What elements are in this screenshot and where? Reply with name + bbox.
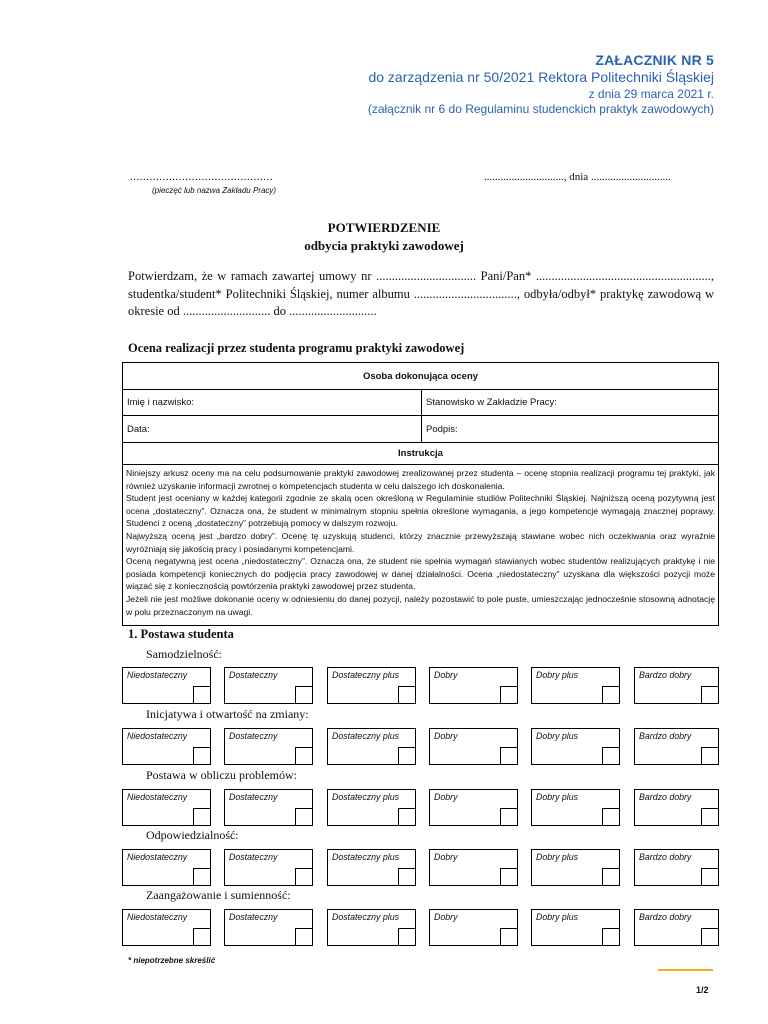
grade-checkbox[interactable] <box>295 928 312 945</box>
grade-option <box>122 789 211 826</box>
grade-checkbox[interactable] <box>500 808 517 825</box>
grade-option <box>224 849 313 886</box>
grade-label: Dostateczny plus <box>332 731 399 741</box>
grade-checkbox[interactable] <box>295 868 312 885</box>
place-date-field[interactable]: ............................., dnia ............................. <box>484 171 671 183</box>
grade-label: Dostateczny <box>229 792 278 802</box>
grade-label: Dostateczny plus <box>332 852 399 862</box>
grade-label: Dostateczny plus <box>332 670 399 680</box>
grade-option <box>634 849 719 886</box>
assessor-row-1 <box>123 390 718 416</box>
grade-label: Dobry <box>434 912 458 922</box>
rating-grid <box>122 728 719 765</box>
grade-option <box>122 909 211 946</box>
grade-checkbox[interactable] <box>701 747 718 764</box>
grade-checkbox[interactable] <box>602 747 619 764</box>
grade-checkbox[interactable] <box>295 747 312 764</box>
grade-option <box>327 849 416 886</box>
grade-checkbox[interactable] <box>500 928 517 945</box>
assessor-heading: Osoba dokonująca oceny <box>123 363 718 390</box>
assessment-heading: Ocena realizacji przez studenta programu praktyki zawodowej <box>128 341 465 355</box>
criterion-label: Odpowiedzialność: <box>146 828 239 842</box>
assessor-form <box>122 362 719 626</box>
footnote: * niepotrzebne skreślić <box>128 956 216 965</box>
grade-label: Dostateczny <box>229 731 278 741</box>
grade-label: Niedostateczny <box>127 852 188 862</box>
grade-label: Bardzo dobry <box>639 731 692 741</box>
grade-checkbox[interactable] <box>701 868 718 885</box>
grade-option <box>122 728 211 765</box>
grade-label: Niedostateczny <box>127 912 188 922</box>
company-stamp-field[interactable]: ............................................ <box>130 171 273 183</box>
grade-label: Dostateczny plus <box>332 792 399 802</box>
grade-option <box>429 849 518 886</box>
grade-option <box>634 789 719 826</box>
grade-label: Dobry <box>434 792 458 802</box>
grade-option <box>327 909 416 946</box>
grade-checkbox[interactable] <box>701 928 718 945</box>
grade-checkbox[interactable] <box>500 868 517 885</box>
grade-label: Niedostateczny <box>127 670 188 680</box>
grade-option <box>531 849 620 886</box>
stamp-caption: (pieczęć lub nazwa Zakładu Pracy) <box>152 186 277 195</box>
grade-option <box>429 667 518 704</box>
grade-checkbox[interactable] <box>398 686 415 703</box>
section-student-attitude: 1. Postawa studenta <box>128 627 234 641</box>
grade-checkbox[interactable] <box>295 808 312 825</box>
grade-checkbox[interactable] <box>500 747 517 764</box>
grade-option <box>531 909 620 946</box>
grade-option <box>327 789 416 826</box>
grade-option <box>327 728 416 765</box>
confirmation-paragraph: Potwierdzam, że w ramach zawartej umowy nr ................................ Pani/Pan* ........................................................, studentka/student* Politechniki Śląskiej, numer albumu ................................., odbyła/odbył* praktykę zawodową w okresie od ............................ do ............................ <box>128 269 714 318</box>
grade-checkbox[interactable] <box>193 928 210 945</box>
attachment-number: ZAŁACZNIK NR 5 <box>595 52 714 68</box>
grade-checkbox[interactable] <box>602 808 619 825</box>
date-field[interactable]: Data: <box>123 416 422 442</box>
grade-checkbox[interactable] <box>500 686 517 703</box>
grade-option <box>224 667 313 704</box>
position-field[interactable]: Stanowisko w Zakładzie Pracy: <box>426 397 557 408</box>
grade-label: Dobry plus <box>536 852 579 862</box>
grade-checkbox[interactable] <box>193 868 210 885</box>
ordinance-date: z dnia 29 marca 2021 r. <box>588 87 714 101</box>
grade-checkbox[interactable] <box>701 808 718 825</box>
grade-label: Dostateczny <box>229 912 278 922</box>
criterion-label: Samodzielność: <box>146 647 222 661</box>
document-title: POTWIERDZENIE <box>327 220 441 235</box>
grade-label: Dobry plus <box>536 792 579 802</box>
grade-label: Dobry <box>434 852 458 862</box>
document-header <box>368 52 714 116</box>
grade-label: Bardzo dobry <box>639 792 692 802</box>
grade-option <box>531 667 620 704</box>
grade-checkbox[interactable] <box>193 808 210 825</box>
grade-label: Dobry <box>434 731 458 741</box>
rating-grid <box>122 849 719 886</box>
grade-label: Dostateczny <box>229 852 278 862</box>
grade-label: Dobry plus <box>536 912 579 922</box>
grade-option <box>122 849 211 886</box>
grade-label: Dobry plus <box>536 731 579 741</box>
instruction-text: Niniejszy arkusz oceny ma na celu podsumowanie praktyki zawodowej zrealizowanej przez studenta – ocenę stopnia realizacji programu tej praktyki, jak również uzyskanie informacji zwrotnej o kompetencjach studenta w celu dalszego ich doskonalenia. Student jest oceniany w każdej kategorii zgodnie ze skalą ocen określoną w Regulaminie studiów Politechniki Śląskiej. Najniższą oceną pozytywną jest ocena „dostateczny”. Oznacza ona, że student w minimalnym stopniu spełnia określone wymagania, a jego kompetencje wymagają znacznej poprawy. Studenci z oceną „dostateczny” potrzebują pomocy w dalszym rozwoju. Najwyższą oceną jest „bardzo dobry”. Ocenę tę uzyskują studenci, którzy znacznie przewyższają stawiane wobec nich oczekiwania oraz wyraźnie wyróżniają się jakością pracy i posiadanymi kompetencjami. Oceną negatywną jest ocena „niedostateczny”. Oznacza ona, że student nie spełnia wymagań stawianych wobec studentów realizujących praktykę i nie posiada kompetencji koniecznych do podjęcia pracy zawodowej w danej działalności. Ocena „niedostateczny” uzyskana dla większości pozycji może wiązać się z koniecznością powtórzenia praktyki zawodowej przez studenta. Jeżeli nie jest możliwe dokonanie oceny w odniesieniu do danej pozycji, należy pozostawić to pole puste, umieszczając jednocześnie stosowną adnotację w polu przeznaczonym na uwagi. <box>126 468 715 617</box>
criterion-label: Postawa w obliczu problemów: <box>146 768 297 782</box>
rating-grid <box>122 909 719 946</box>
grade-label: Dostateczny <box>229 670 278 680</box>
grade-label: Bardzo dobry <box>639 670 692 680</box>
rating-grid <box>122 789 719 826</box>
grade-checkbox[interactable] <box>602 928 619 945</box>
grade-option <box>327 667 416 704</box>
grade-option <box>224 728 313 765</box>
grade-option <box>429 789 518 826</box>
grade-option <box>531 728 620 765</box>
grade-option <box>634 909 719 946</box>
regulation-note: (załącznik nr 6 do Regulaminu studenckich praktyk zawodowych) <box>367 102 714 116</box>
grade-label: Bardzo dobry <box>639 852 692 862</box>
instruction-heading: Instrukcja <box>123 443 718 465</box>
grade-option <box>429 728 518 765</box>
grade-label: Dostateczny plus <box>332 912 399 922</box>
grade-option <box>429 909 518 946</box>
grade-option <box>224 909 313 946</box>
criterion-label: Zaangażowanie i sumienność: <box>146 888 291 902</box>
grade-label: Dobry plus <box>536 670 579 680</box>
grade-label: Niedostateczny <box>127 731 188 741</box>
grade-checkbox[interactable] <box>193 747 210 764</box>
grade-checkbox[interactable] <box>193 686 210 703</box>
grade-checkbox[interactable] <box>602 686 619 703</box>
grade-checkbox[interactable] <box>398 808 415 825</box>
page-number: 1/2 <box>696 985 709 995</box>
grade-option <box>122 667 211 704</box>
grade-label: Bardzo dobry <box>639 912 692 922</box>
ordinance-reference: do zarządzenia nr 50/2021 Rektora Politechniki Śląskiej <box>368 69 714 85</box>
grade-label: Niedostateczny <box>127 792 188 802</box>
grade-checkbox[interactable] <box>295 686 312 703</box>
grade-option <box>531 789 620 826</box>
accent-line <box>658 969 713 971</box>
grade-checkbox[interactable] <box>602 868 619 885</box>
grade-checkbox[interactable] <box>398 747 415 764</box>
assessor-row-2 <box>123 416 718 443</box>
criterion-label: Inicjatywa i otwartość na zmiany: <box>146 707 309 721</box>
grade-option <box>224 789 313 826</box>
grade-option <box>634 667 719 704</box>
rating-grid <box>122 667 719 704</box>
grade-label: Dobry <box>434 670 458 680</box>
grade-option <box>634 728 719 765</box>
document-subtitle: odbycia praktyki zawodowej <box>304 238 464 253</box>
grade-checkbox[interactable] <box>701 686 718 703</box>
grade-checkbox[interactable] <box>398 928 415 945</box>
signature-field[interactable]: Podpis: <box>426 423 458 435</box>
name-field[interactable]: Imię i nazwisko: <box>123 390 422 415</box>
grade-checkbox[interactable] <box>398 868 415 885</box>
